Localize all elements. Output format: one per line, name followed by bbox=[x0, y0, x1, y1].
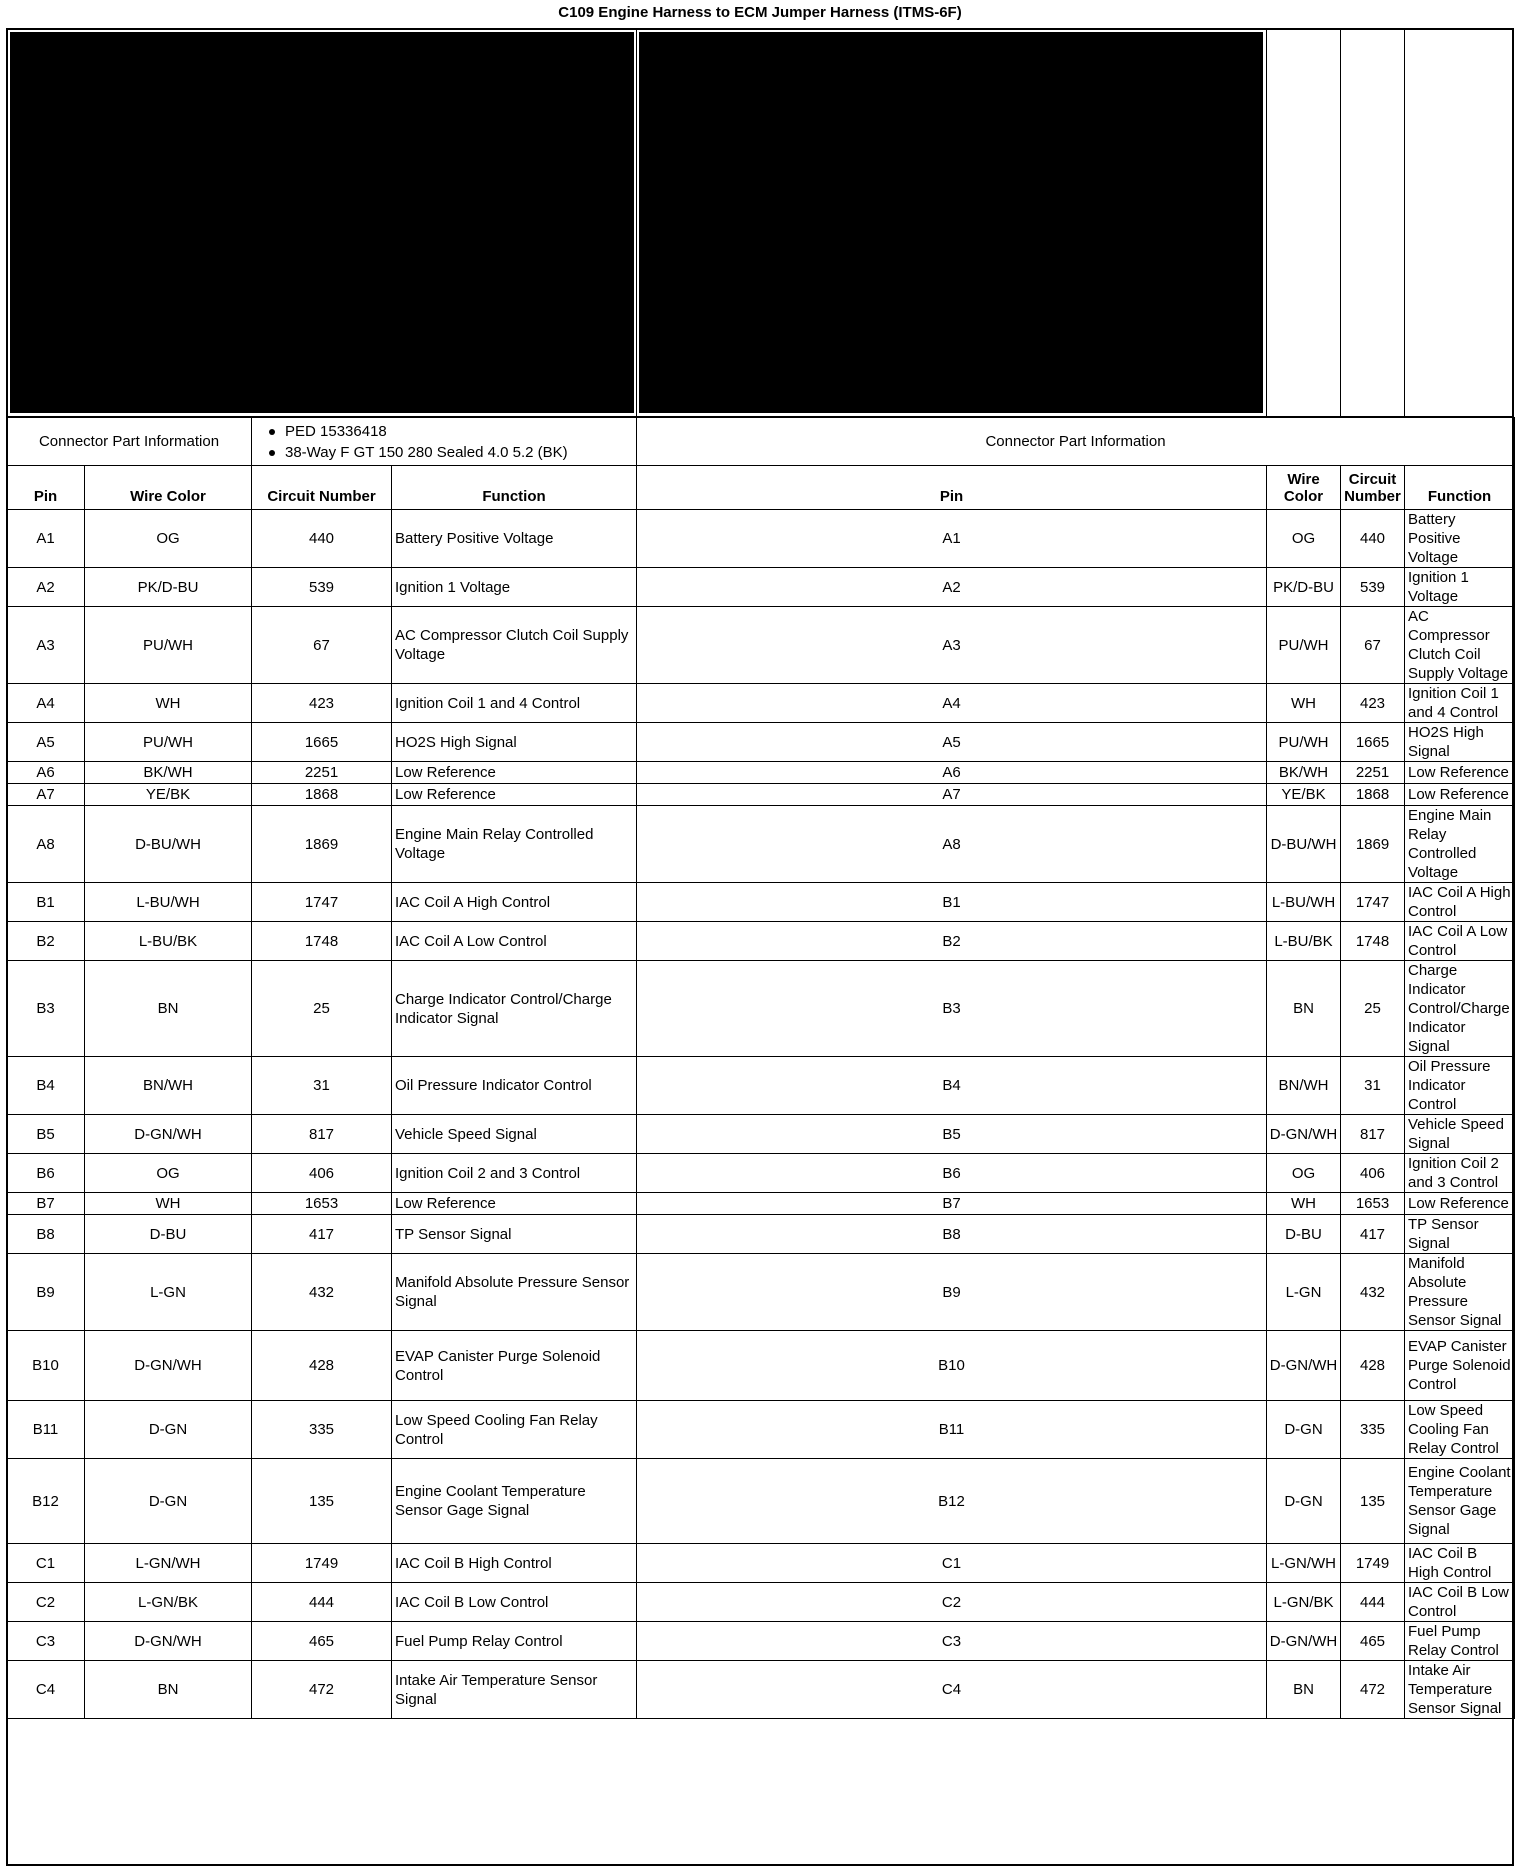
function-cell-right: Ignition 1 Voltage bbox=[1405, 568, 1515, 607]
pin-cell: B6 bbox=[7, 1154, 85, 1193]
circuit-number-cell-right: 444 bbox=[1341, 1583, 1405, 1622]
connector-image-right bbox=[639, 32, 1263, 413]
pinout-rows bbox=[7, 510, 1515, 1719]
pin-cell: B9 bbox=[7, 1254, 85, 1331]
table-row bbox=[7, 1215, 1515, 1254]
circuit-number-cell-right: 1868 bbox=[1341, 784, 1405, 806]
wire-color-cell-right: BN/WH bbox=[1267, 1057, 1341, 1115]
circuit-number-cell: 1868 bbox=[252, 784, 392, 806]
function-cell: IAC Coil A High Control bbox=[392, 883, 637, 922]
circuit-number-cell-right: 428 bbox=[1341, 1331, 1405, 1401]
circuit-number-cell-right: 31 bbox=[1341, 1057, 1405, 1115]
wire-color-cell: OG bbox=[85, 1154, 252, 1193]
function-cell: Low Reference bbox=[392, 762, 637, 784]
function-cell-right: IAC Coil B High Control bbox=[1405, 1544, 1515, 1583]
function-cell-right: Battery Positive Voltage bbox=[1405, 510, 1515, 568]
wire-color-cell: BK/WH bbox=[85, 762, 252, 784]
wire-color-cell: YE/BK bbox=[85, 784, 252, 806]
pin-cell: B10 bbox=[7, 1331, 85, 1401]
table-row bbox=[7, 1057, 1515, 1115]
circuit-number-cell: 1665 bbox=[252, 723, 392, 762]
function-cell: HO2S High Signal bbox=[392, 723, 637, 762]
divider bbox=[636, 28, 637, 417]
circuit-number-cell: 135 bbox=[252, 1459, 392, 1544]
wire-color-cell: WH bbox=[85, 1193, 252, 1215]
pin-cell: B12 bbox=[7, 1459, 85, 1544]
divider bbox=[1266, 28, 1267, 417]
wire-color-cell-right: PK/D-BU bbox=[1267, 568, 1341, 607]
function-cell: Engine Main Relay Controlled Voltage bbox=[392, 806, 637, 883]
pin-cell: B8 bbox=[7, 1215, 85, 1254]
function-cell: Ignition 1 Voltage bbox=[392, 568, 637, 607]
table-row bbox=[7, 784, 1515, 806]
table-row bbox=[7, 1661, 1515, 1719]
circuit-number-cell: 465 bbox=[252, 1622, 392, 1661]
pin-cell-right: C3 bbox=[637, 1622, 1267, 1661]
pin-cell-right: A3 bbox=[637, 607, 1267, 684]
circuit-number-cell: 1748 bbox=[252, 922, 392, 961]
table-row bbox=[7, 922, 1515, 961]
circuit-number-cell: 1747 bbox=[252, 883, 392, 922]
wire-color-cell: L-GN/BK bbox=[85, 1583, 252, 1622]
table-row bbox=[7, 1193, 1515, 1215]
function-cell: Ignition Coil 2 and 3 Control bbox=[392, 1154, 637, 1193]
wire-color-cell-right: WH bbox=[1267, 1193, 1341, 1215]
pin-cell: B5 bbox=[7, 1115, 85, 1154]
circuit-number-cell-right: 406 bbox=[1341, 1154, 1405, 1193]
pin-cell-right: B6 bbox=[637, 1154, 1267, 1193]
function-cell-right: Oil Pressure Indicator Control bbox=[1405, 1057, 1515, 1115]
pin-cell-right: A8 bbox=[637, 806, 1267, 883]
circuit-number-cell-right: 67 bbox=[1341, 607, 1405, 684]
wire-color-cell: L-BU/BK bbox=[85, 922, 252, 961]
circuit-number-cell-right: 417 bbox=[1341, 1215, 1405, 1254]
header-pin: Pin bbox=[7, 466, 85, 510]
function-cell-right: Intake Air Temperature Sensor Signal bbox=[1405, 1661, 1515, 1719]
wire-color-cell: WH bbox=[85, 684, 252, 723]
circuit-number-cell: 472 bbox=[252, 1661, 392, 1719]
circuit-number-cell: 31 bbox=[252, 1057, 392, 1115]
wire-color-cell-right: YE/BK bbox=[1267, 784, 1341, 806]
function-cell: Fuel Pump Relay Control bbox=[392, 1622, 637, 1661]
circuit-number-cell: 25 bbox=[252, 961, 392, 1057]
pinout-table bbox=[6, 417, 1515, 1719]
header-wire-color: Wire Color bbox=[85, 466, 252, 510]
table-row bbox=[7, 1583, 1515, 1622]
header-function: Function bbox=[392, 466, 637, 510]
circuit-number-cell: 423 bbox=[252, 684, 392, 723]
wire-color-cell: BN bbox=[85, 961, 252, 1057]
wire-color-cell: BN/WH bbox=[85, 1057, 252, 1115]
function-cell: Low Speed Cooling Fan Relay Control bbox=[392, 1401, 637, 1459]
pin-cell-right: B8 bbox=[637, 1215, 1267, 1254]
pin-cell-right: B3 bbox=[637, 961, 1267, 1057]
function-cell: EVAP Canister Purge Solenoid Control bbox=[392, 1331, 637, 1401]
wire-color-cell-right: PU/WH bbox=[1267, 607, 1341, 684]
wire-color-cell: OG bbox=[85, 510, 252, 568]
circuit-number-cell-right: 472 bbox=[1341, 1661, 1405, 1719]
circuit-number-cell: 335 bbox=[252, 1401, 392, 1459]
function-cell: IAC Coil A Low Control bbox=[392, 922, 637, 961]
circuit-number-cell-right: 335 bbox=[1341, 1401, 1405, 1459]
circuit-number-cell-right: 817 bbox=[1341, 1115, 1405, 1154]
pin-cell-right: B2 bbox=[637, 922, 1267, 961]
pin-cell-right: A5 bbox=[637, 723, 1267, 762]
function-cell-right: Engine Main Relay Controlled Voltage bbox=[1405, 806, 1515, 883]
pin-cell-right: A2 bbox=[637, 568, 1267, 607]
wire-color-cell-right: D-GN bbox=[1267, 1459, 1341, 1544]
pin-cell: C4 bbox=[7, 1661, 85, 1719]
function-cell-right: EVAP Canister Purge Solenoid Control bbox=[1405, 1331, 1515, 1401]
function-cell: IAC Coil B High Control bbox=[392, 1544, 637, 1583]
circuit-number-cell-right: 440 bbox=[1341, 510, 1405, 568]
function-cell-right: Charge Indicator Control/Charge Indicator Signal bbox=[1405, 961, 1515, 1057]
function-cell-right: Engine Coolant Temperature Sensor Gage Signal bbox=[1405, 1459, 1515, 1544]
pin-cell-right: C4 bbox=[637, 1661, 1267, 1719]
wire-color-cell: D-BU/WH bbox=[85, 806, 252, 883]
divider bbox=[1340, 28, 1341, 417]
circuit-number-cell-right: 432 bbox=[1341, 1254, 1405, 1331]
pin-cell-right: B1 bbox=[637, 883, 1267, 922]
wire-color-cell-right: L-GN/WH bbox=[1267, 1544, 1341, 1583]
function-cell-right: Low Reference bbox=[1405, 1193, 1515, 1215]
header-row bbox=[7, 466, 1515, 510]
wire-color-cell-right: WH bbox=[1267, 684, 1341, 723]
header-wire-color-right: Wire Color bbox=[1267, 466, 1341, 510]
function-cell-right: IAC Coil B Low Control bbox=[1405, 1583, 1515, 1622]
function-cell-right: IAC Coil A Low Control bbox=[1405, 922, 1515, 961]
divider bbox=[1404, 28, 1405, 417]
table-row bbox=[7, 1544, 1515, 1583]
table-row bbox=[7, 883, 1515, 922]
header-function-right: Function bbox=[1405, 466, 1515, 510]
page-title: C109 Engine Harness to ECM Jumper Harness (ITMS-6F) bbox=[558, 4, 962, 21]
wire-color-cell: L-GN bbox=[85, 1254, 252, 1331]
circuit-number-cell-right: 2251 bbox=[1341, 762, 1405, 784]
wire-color-cell: D-GN bbox=[85, 1459, 252, 1544]
wire-color-cell: D-GN/WH bbox=[85, 1115, 252, 1154]
circuit-number-cell: 817 bbox=[252, 1115, 392, 1154]
function-cell-right: Low Reference bbox=[1405, 784, 1515, 806]
circuit-number-cell: 2251 bbox=[252, 762, 392, 784]
pin-cell: A1 bbox=[7, 510, 85, 568]
wire-color-cell-right: D-GN bbox=[1267, 1401, 1341, 1459]
connector-info-row bbox=[7, 418, 1515, 466]
pin-cell: B2 bbox=[7, 922, 85, 961]
pin-cell: C2 bbox=[7, 1583, 85, 1622]
function-cell: TP Sensor Signal bbox=[392, 1215, 637, 1254]
part-info-list bbox=[255, 421, 633, 463]
pin-cell: C1 bbox=[7, 1544, 85, 1583]
function-cell-right: HO2S High Signal bbox=[1405, 723, 1515, 762]
circuit-number-cell: 1749 bbox=[252, 1544, 392, 1583]
pin-cell: B3 bbox=[7, 961, 85, 1057]
wire-color-cell-right: OG bbox=[1267, 510, 1341, 568]
pin-cell-right: B12 bbox=[637, 1459, 1267, 1544]
pin-cell-right: B11 bbox=[637, 1401, 1267, 1459]
pin-cell: A8 bbox=[7, 806, 85, 883]
table-row bbox=[7, 1115, 1515, 1154]
pin-cell-right: A4 bbox=[637, 684, 1267, 723]
circuit-number-cell: 1869 bbox=[252, 806, 392, 883]
wire-color-cell-right: L-BU/BK bbox=[1267, 922, 1341, 961]
circuit-number-cell: 432 bbox=[252, 1254, 392, 1331]
pin-cell-right: B7 bbox=[637, 1193, 1267, 1215]
pin-cell: A4 bbox=[7, 684, 85, 723]
function-cell-right: IAC Coil A High Control bbox=[1405, 883, 1515, 922]
header-circuit-number: Circuit Number bbox=[252, 466, 392, 510]
circuit-number-cell-right: 1665 bbox=[1341, 723, 1405, 762]
table-row bbox=[7, 510, 1515, 568]
circuit-number-cell-right: 135 bbox=[1341, 1459, 1405, 1544]
function-cell-right: Low Speed Cooling Fan Relay Control bbox=[1405, 1401, 1515, 1459]
function-cell-right: Manifold Absolute Pressure Sensor Signal bbox=[1405, 1254, 1515, 1331]
wire-color-cell-right: D-BU/WH bbox=[1267, 806, 1341, 883]
function-cell: IAC Coil B Low Control bbox=[392, 1583, 637, 1622]
circuit-number-cell-right: 1748 bbox=[1341, 922, 1405, 961]
table-row bbox=[7, 723, 1515, 762]
pin-cell-right: A7 bbox=[637, 784, 1267, 806]
table-row bbox=[7, 1622, 1515, 1661]
circuit-number-cell-right: 465 bbox=[1341, 1622, 1405, 1661]
table-row bbox=[7, 568, 1515, 607]
circuit-number-cell-right: 1869 bbox=[1341, 806, 1405, 883]
table-row bbox=[7, 1459, 1515, 1544]
connector-image-row bbox=[6, 28, 1514, 417]
pin-cell: A7 bbox=[7, 784, 85, 806]
circuit-number-cell: 406 bbox=[252, 1154, 392, 1193]
circuit-number-cell-right: 1747 bbox=[1341, 883, 1405, 922]
wire-color-cell: PU/WH bbox=[85, 723, 252, 762]
function-cell-right: TP Sensor Signal bbox=[1405, 1215, 1515, 1254]
circuit-number-cell-right: 1653 bbox=[1341, 1193, 1405, 1215]
connector-part-info-left bbox=[252, 418, 637, 466]
pin-cell: A6 bbox=[7, 762, 85, 784]
function-cell: Charge Indicator Control/Charge Indicator Signal bbox=[392, 961, 637, 1057]
part-info-item: PED 15336418 bbox=[255, 421, 633, 442]
function-cell: Ignition Coil 1 and 4 Control bbox=[392, 684, 637, 723]
wire-color-cell-right: L-GN/BK bbox=[1267, 1583, 1341, 1622]
header-pin-right: Pin bbox=[637, 466, 1267, 510]
wire-color-cell-right: D-GN/WH bbox=[1267, 1331, 1341, 1401]
pin-cell: A3 bbox=[7, 607, 85, 684]
circuit-number-cell: 428 bbox=[252, 1331, 392, 1401]
circuit-number-cell: 444 bbox=[252, 1583, 392, 1622]
wire-color-cell-right: D-GN/WH bbox=[1267, 1115, 1341, 1154]
connector-part-info-label-right: Connector Part Information bbox=[637, 418, 1515, 466]
circuit-number-cell-right: 539 bbox=[1341, 568, 1405, 607]
circuit-number-cell: 1653 bbox=[252, 1193, 392, 1215]
table-row bbox=[7, 1154, 1515, 1193]
pin-cell: B7 bbox=[7, 1193, 85, 1215]
table-row bbox=[7, 762, 1515, 784]
function-cell: AC Compressor Clutch Coil Supply Voltage bbox=[392, 607, 637, 684]
pin-cell: A5 bbox=[7, 723, 85, 762]
pin-cell-right: C2 bbox=[637, 1583, 1267, 1622]
function-cell: Intake Air Temperature Sensor Signal bbox=[392, 1661, 637, 1719]
circuit-number-cell: 539 bbox=[252, 568, 392, 607]
circuit-number-cell-right: 25 bbox=[1341, 961, 1405, 1057]
wire-color-cell-right: D-BU bbox=[1267, 1215, 1341, 1254]
circuit-number-cell-right: 1749 bbox=[1341, 1544, 1405, 1583]
wire-color-cell: D-BU bbox=[85, 1215, 252, 1254]
wire-color-cell-right: L-BU/WH bbox=[1267, 883, 1341, 922]
header-circuit-number-right: Circuit Number bbox=[1341, 466, 1405, 510]
pin-cell: B1 bbox=[7, 883, 85, 922]
circuit-number-cell-right: 423 bbox=[1341, 684, 1405, 723]
function-cell: Low Reference bbox=[392, 784, 637, 806]
wire-color-cell: D-GN bbox=[85, 1401, 252, 1459]
pin-cell-right: A6 bbox=[637, 762, 1267, 784]
pin-cell: A2 bbox=[7, 568, 85, 607]
function-cell-right: Ignition Coil 1 and 4 Control bbox=[1405, 684, 1515, 723]
function-cell-right: Fuel Pump Relay Control bbox=[1405, 1622, 1515, 1661]
function-cell-right: Vehicle Speed Signal bbox=[1405, 1115, 1515, 1154]
table-row bbox=[7, 806, 1515, 883]
wire-color-cell-right: BN bbox=[1267, 1661, 1341, 1719]
function-cell: Engine Coolant Temperature Sensor Gage Signal bbox=[392, 1459, 637, 1544]
table-row bbox=[7, 1331, 1515, 1401]
table-row bbox=[7, 607, 1515, 684]
table-row bbox=[7, 1254, 1515, 1331]
function-cell: Vehicle Speed Signal bbox=[392, 1115, 637, 1154]
table-row bbox=[7, 1401, 1515, 1459]
table-row bbox=[7, 961, 1515, 1057]
wire-color-cell: L-GN/WH bbox=[85, 1544, 252, 1583]
pin-cell: C3 bbox=[7, 1622, 85, 1661]
circuit-number-cell: 440 bbox=[252, 510, 392, 568]
wire-color-cell-right: PU/WH bbox=[1267, 723, 1341, 762]
pin-cell-right: B5 bbox=[637, 1115, 1267, 1154]
wire-color-cell: D-GN/WH bbox=[85, 1331, 252, 1401]
function-cell-right: AC Compressor Clutch Coil Supply Voltage bbox=[1405, 607, 1515, 684]
pin-cell-right: B4 bbox=[637, 1057, 1267, 1115]
connector-image-left bbox=[10, 32, 634, 413]
wire-color-cell-right: BK/WH bbox=[1267, 762, 1341, 784]
pin-cell: B11 bbox=[7, 1401, 85, 1459]
pin-cell-right: B9 bbox=[637, 1254, 1267, 1331]
function-cell: Low Reference bbox=[392, 1193, 637, 1215]
wire-color-cell: L-BU/WH bbox=[85, 883, 252, 922]
wire-color-cell-right: L-GN bbox=[1267, 1254, 1341, 1331]
wire-color-cell: D-GN/WH bbox=[85, 1622, 252, 1661]
function-cell-right: Low Reference bbox=[1405, 762, 1515, 784]
pin-cell-right: B10 bbox=[637, 1331, 1267, 1401]
table-row bbox=[7, 684, 1515, 723]
wire-color-cell-right: OG bbox=[1267, 1154, 1341, 1193]
function-cell: Battery Positive Voltage bbox=[392, 510, 637, 568]
function-cell-right: Ignition Coil 2 and 3 Control bbox=[1405, 1154, 1515, 1193]
circuit-number-cell: 417 bbox=[252, 1215, 392, 1254]
wire-color-cell-right: D-GN/WH bbox=[1267, 1622, 1341, 1661]
pin-cell-right: A1 bbox=[637, 510, 1267, 568]
function-cell: Manifold Absolute Pressure Sensor Signal bbox=[392, 1254, 637, 1331]
wire-color-cell: PK/D-BU bbox=[85, 568, 252, 607]
wire-color-cell-right: BN bbox=[1267, 961, 1341, 1057]
part-info-item: 38-Way F GT 150 280 Sealed 4.0 5.2 (BK) bbox=[255, 442, 633, 463]
wire-color-cell: PU/WH bbox=[85, 607, 252, 684]
pin-cell: B4 bbox=[7, 1057, 85, 1115]
pin-cell-right: C1 bbox=[637, 1544, 1267, 1583]
connector-part-info-label-left: Connector Part Information bbox=[7, 418, 252, 466]
wire-color-cell: BN bbox=[85, 1661, 252, 1719]
function-cell: Oil Pressure Indicator Control bbox=[392, 1057, 637, 1115]
circuit-number-cell: 67 bbox=[252, 607, 392, 684]
